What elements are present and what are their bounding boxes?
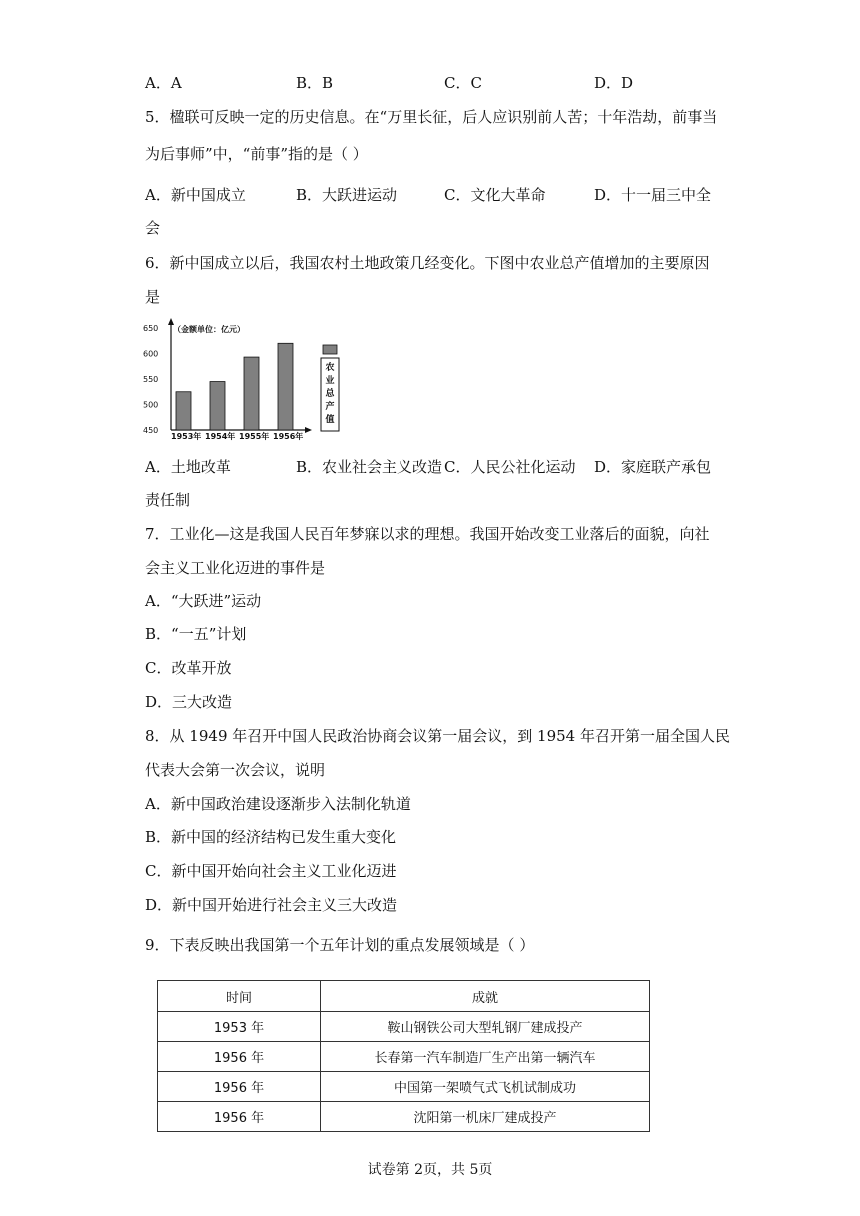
row-achievement: 长春第一汽车制造厂生产出第一辆汽车 [321, 1042, 650, 1072]
row-time: 1953 年 [158, 1012, 321, 1042]
table-row [158, 1072, 650, 1102]
header-achievement: 成就 [321, 981, 650, 1012]
q6-option-a: A．土地改革 [145, 458, 231, 476]
bar [278, 343, 293, 430]
q5-option-d: D．十一届三中全 [594, 186, 712, 204]
q4-option-c: C．C [444, 74, 482, 92]
row-time: 1956 年 [158, 1102, 321, 1132]
q6-option-c: C．人民公社化运动 [444, 458, 576, 476]
y-tick-label: 550 [143, 375, 159, 384]
y-tick-label: 500 [143, 400, 159, 410]
y-tick-label: 450 [143, 426, 159, 435]
row-achievement: 沈阳第一机床厂建成投产 [321, 1102, 650, 1132]
q7-option-c: C．改革开放 [145, 659, 232, 677]
y-tick-label: 600 [143, 349, 159, 359]
q7-stem-line-1: 7．工业化—这是我国人民百年梦寐以求的理想。我国开始改变工业落后的面貌，向社 [145, 525, 710, 543]
q8-option-b: B．新中国的经济结构已发生重大变化 [145, 828, 397, 846]
table-row [158, 1012, 650, 1042]
q6-stem-line-1: 6．新中国成立以后，我国农村土地政策几经变化。下图中农业总产值增加的主要原因 [145, 254, 710, 272]
q8-option-a: A．新中国政治建设逐渐步入法制化轨道 [145, 795, 411, 813]
q9-achievements-table [157, 980, 650, 1132]
q8-option-c: C．新中国开始向社会主义工业化迈进 [145, 862, 397, 880]
bar [176, 392, 191, 430]
q4-option-a: A．A [145, 74, 182, 92]
q8-stem-line-2: 代表大会第一次会议，说明 [145, 761, 326, 779]
q5-option-c: C．文化大革命 [444, 186, 546, 204]
header-time: 时间 [158, 981, 321, 1012]
q5-stem-line-2: 为后事师”中，“前事”指的是（ ） [145, 145, 368, 163]
q5-option-a: A．新中国成立 [145, 186, 246, 204]
x-axis-arrow [305, 427, 312, 433]
row-achievement: 鞍山钢铁公司大型轧钢厂建成投产 [321, 1012, 650, 1042]
q6-option-d-wrap: 责任制 [145, 491, 191, 509]
q4-option-b: B．B [296, 74, 334, 92]
q4-option-d: D．D [594, 74, 634, 92]
q7-option-d: D．三大改造 [145, 693, 233, 711]
table-row [158, 1042, 650, 1072]
q7-option-b: B．“一五”计划 [145, 625, 247, 643]
row-achievement: 中国第一架喷气式飞机试制成功 [321, 1072, 650, 1102]
q7-option-a: A．“大跃进”运动 [145, 592, 262, 610]
table-header-row [158, 981, 650, 1012]
q5-option-b: B．大跃进运动 [296, 186, 398, 204]
chart-title: （金额单位：亿元） [173, 325, 245, 334]
x-tick-label: 1956年 [273, 432, 304, 441]
y-tick-label: 650 [143, 324, 159, 333]
x-tick-label: 1954年 [205, 432, 236, 441]
row-time: 1956 年 [158, 1042, 321, 1072]
q6-option-d: D．家庭联产承包 [594, 458, 712, 476]
q5-option-d-wrap: 会 [145, 219, 161, 237]
q9-stem: 9．下表反映出我国第一个五年计划的重点发展领域是（ ） [145, 936, 535, 954]
q8-stem-line-1: 8．从 1949 年召开中国人民政治协商会议第一届会议，到 1954 年召开第一届全国人民 [145, 727, 730, 745]
q8-option-d: D．新中国开始进行社会主义三大改造 [145, 896, 398, 914]
x-tick-label: 1953年 [171, 432, 202, 441]
row-time: 1956 年 [158, 1072, 321, 1102]
table-row [158, 1102, 650, 1132]
q6-option-b: B．农业社会主义改造 [296, 458, 443, 476]
legend-label: 农业总产值 [325, 363, 335, 425]
bar [244, 357, 259, 430]
legend-swatch [323, 345, 337, 354]
q5-stem-line-1: 5．楹联可反映一定的历史信息。在“万里长征，后人应识别前人苦；十年浩劫，前事当 [145, 108, 718, 126]
x-tick-label: 1955年 [239, 432, 270, 441]
page-footer: 试卷第 2页，共 5页 [367, 1162, 493, 1178]
y-axis-arrow [168, 318, 174, 325]
bar [210, 382, 225, 430]
q6-bar-chart [140, 318, 345, 443]
q7-stem-line-2: 会主义工业化迈进的事件是 [145, 559, 326, 577]
q6-stem-line-2: 是 [145, 288, 161, 306]
